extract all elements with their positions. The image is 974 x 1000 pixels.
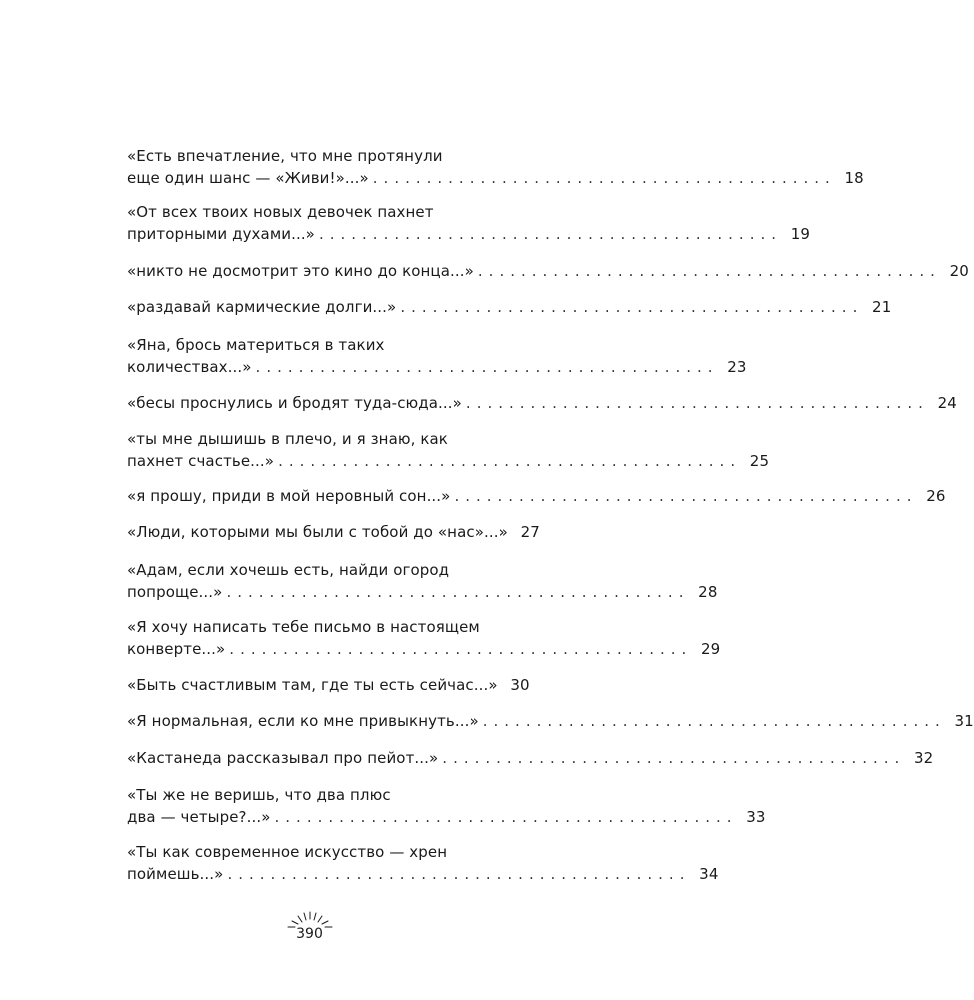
toc-entry[interactable] bbox=[127, 334, 747, 378]
toc-entry[interactable] bbox=[127, 784, 766, 828]
toc-entry-title: «никто не досмотрит это кино до конца...» bbox=[127, 262, 474, 280]
dot-leader: ........................................... bbox=[278, 452, 742, 470]
toc-entry-title-line1: «Я хочу написать тебе письмо в настоящем bbox=[127, 618, 480, 636]
toc-entry-title: «Люди, которыми мы были с тобой до «нас»...» bbox=[127, 523, 508, 541]
toc-entry-title-line1: «Ты как современное искусство — хрен bbox=[127, 843, 448, 861]
toc-entry-title: «бесы проснулись и бродят туда-сюда...» bbox=[127, 394, 462, 412]
dot-leader: ........................................... bbox=[274, 808, 738, 826]
dot-leader: ........................................... bbox=[442, 749, 906, 767]
toc-entry-title-line2: конверте...» bbox=[127, 640, 226, 658]
toc-entry[interactable] bbox=[127, 260, 969, 282]
dot-leader: ........................................... bbox=[226, 583, 690, 601]
page-footer bbox=[0, 908, 619, 942]
dot-leader: ........................................... bbox=[372, 169, 836, 187]
toc-entry-title-line2: попроще...» bbox=[127, 583, 223, 601]
toc-entry-title: «я прошу, приди в мой неровный сон...» bbox=[127, 487, 451, 505]
toc-entry-page: 31 bbox=[954, 712, 974, 730]
toc-entry-title-line1: «Яна, брось материться в таких bbox=[127, 336, 385, 354]
dot-leader: ........................................... bbox=[318, 225, 782, 243]
toc-entry[interactable] bbox=[127, 428, 770, 472]
toc-entry-page: 25 bbox=[749, 452, 770, 470]
dot-leader: ........................................... bbox=[482, 712, 946, 730]
toc-entry[interactable] bbox=[127, 521, 540, 543]
toc-entry-title: «Быть счастливым там, где ты есть сейчас...» bbox=[127, 676, 498, 694]
toc-entry[interactable] bbox=[127, 747, 934, 769]
toc-entry-title-line1: «ты мне дышишь в плечо, и я знаю, как bbox=[127, 430, 448, 448]
toc-entry-page: 23 bbox=[727, 358, 747, 376]
toc-entry[interactable] bbox=[127, 710, 974, 732]
dot-leader: ........................................... bbox=[255, 358, 719, 376]
dot-leader: ........................................... bbox=[227, 865, 691, 883]
dot-leader: ........................................... bbox=[465, 394, 929, 412]
toc-entry-page: 19 bbox=[790, 225, 810, 243]
toc-entry-page: 24 bbox=[937, 394, 957, 412]
toc-entry-title-line2: еще один шанс — «Живи!»...» bbox=[127, 169, 369, 187]
page-number: 390 bbox=[296, 926, 323, 942]
toc-entry-title-line2: количествах...» bbox=[127, 358, 252, 376]
toc-entry-title-line1: «От всех твоих новых девочек пахнет bbox=[127, 203, 434, 221]
toc-entry-title-line1: «Ты же не веришь, что два плюс bbox=[127, 786, 391, 804]
toc-entry-title-line1: «Есть впечатление, что мне протянули bbox=[127, 147, 443, 165]
toc-entry-title-line1: «Адам, если хочешь есть, найди огород bbox=[127, 561, 450, 579]
toc-entry-page: 27 bbox=[520, 523, 540, 541]
toc-entry[interactable] bbox=[127, 392, 957, 414]
toc-entry-page: 30 bbox=[510, 676, 530, 694]
toc-entry-page: 28 bbox=[698, 583, 718, 601]
dot-leader: ........................................... bbox=[477, 262, 941, 280]
toc-entry[interactable] bbox=[127, 559, 718, 603]
dot-leader: ........................................... bbox=[400, 298, 864, 316]
toc-entry-title-line2: два — четыре?...» bbox=[127, 808, 271, 826]
toc-entry-title-line2: поймешь...» bbox=[127, 865, 224, 883]
toc-entry[interactable] bbox=[127, 485, 946, 507]
toc-entry-page: 34 bbox=[699, 865, 719, 883]
dot-leader: ........................................... bbox=[454, 487, 918, 505]
toc-entry-title: «Кастанеда рассказывал про пейот...» bbox=[127, 749, 439, 767]
toc-entry[interactable] bbox=[127, 674, 530, 696]
toc-entry[interactable] bbox=[127, 201, 810, 245]
toc-entry[interactable] bbox=[127, 616, 721, 660]
toc-entry-title-line2: приторными духами...» bbox=[127, 225, 315, 243]
toc-entry-page: 29 bbox=[701, 640, 721, 658]
toc-entry-page: 33 bbox=[746, 808, 766, 826]
dot-leader: ........................................... bbox=[229, 640, 693, 658]
toc-entry[interactable] bbox=[127, 841, 719, 885]
toc-entry-page: 26 bbox=[926, 487, 946, 505]
toc-entry-page: 32 bbox=[914, 749, 934, 767]
toc-entry-title: «Я нормальная, если ко мне привыкнуть...» bbox=[127, 712, 479, 730]
toc-entry[interactable] bbox=[127, 296, 892, 318]
toc-entry[interactable] bbox=[127, 145, 864, 189]
toc-entry-page: 18 bbox=[844, 169, 864, 187]
toc-entry-page: 20 bbox=[949, 262, 969, 280]
toc-entry-title: «раздавай кармические долги...» bbox=[127, 298, 397, 316]
toc-entry-page: 21 bbox=[872, 298, 892, 316]
toc-entry-title-line2: пахнет счастье...» bbox=[127, 452, 275, 470]
